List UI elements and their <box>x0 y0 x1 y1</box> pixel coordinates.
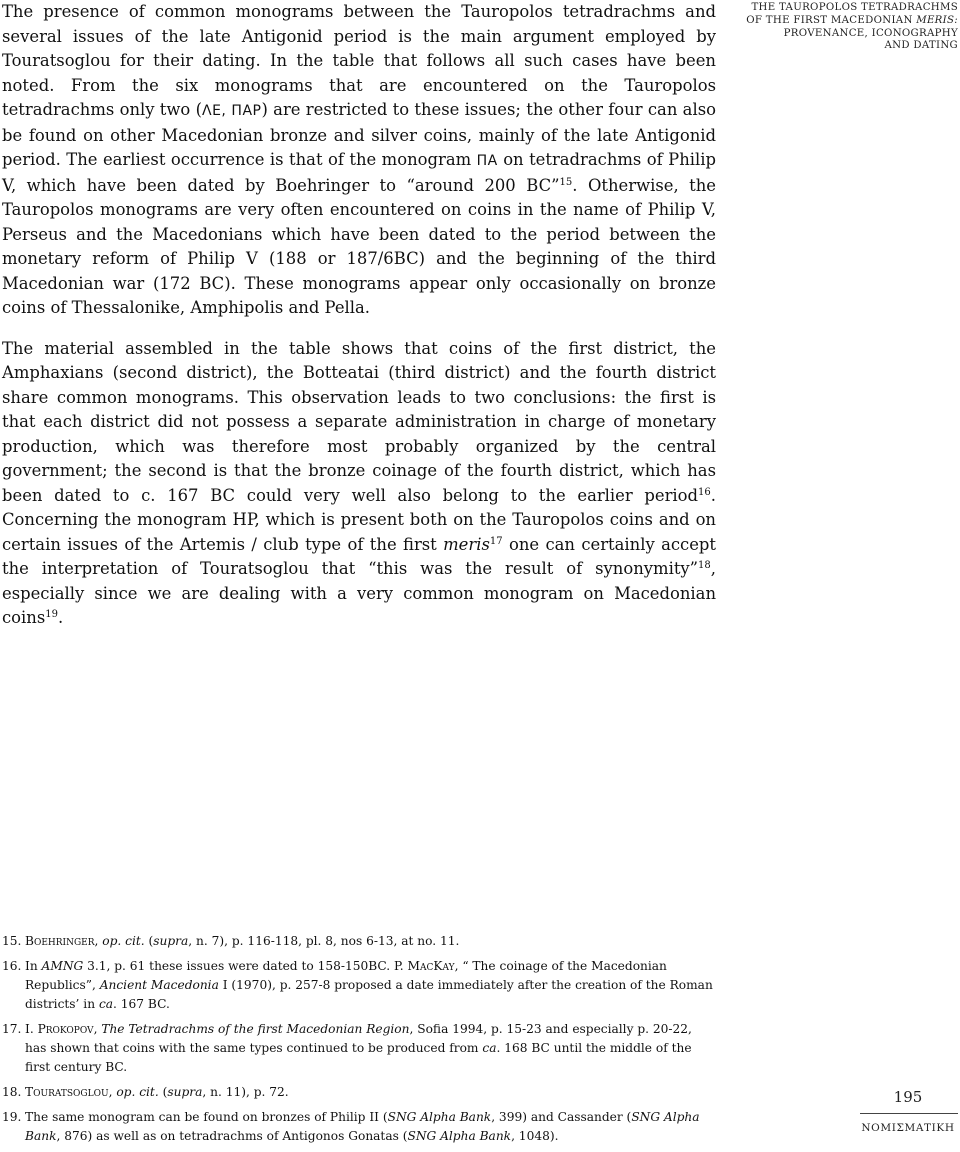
footnote-18: 18. Touratsoglou, op. cit. (supra, n. 11), p. 72. <box>2 1085 289 1099</box>
main-text <box>2 0 716 631</box>
footnote-19: 19. The same monogram can be found on bronzes of Philip II (SNG Alpha Bank, 399) and Cassander (SNG Alpha Bank, 876) as well as on tetradrachms of Antigonos Gonatas (SNG Alpha Bank, 1048). <box>2 1110 700 1143</box>
running-head-line: THE TAUROPOLOS TETRADRACHMS <box>751 2 958 13</box>
footnote-ref[interactable]: 16 <box>698 486 711 498</box>
monogram: ΠΑ <box>476 153 498 169</box>
footnote-ref[interactable]: 17 <box>489 535 503 547</box>
running-head-line: PROVENANCE, ICONOGRAPHY <box>783 27 958 39</box>
paragraph-1: The presence of common monograms between the Tauropolos tetradrachms and several issues of the late Antigonid period is the main argument employed by Touratsoglou for their dating. In the table that follows all such cases have been noted. From the six monograms that are encountered on the Tauropolos tetradrachms only two (ΛΕ, ΠΑΡ) are restricted to these issues; the other four can also be found on other Macedonian bronze and silver coins, mainly of the late Antigonid period. The earliest occurrence is that of the monogram ΠΑ on tetradrachms of Philip V, which have been dated by Boehringer to “around 200 BC”$^{15}$. Otherwise, the Tauropolos monograms are very often encountered on coins in the name of Philip V, Perseus and the Macedonians which have been dated to the period between the monetary reform of Philip V (188 or 187/6BC) and the beginning of the third Macedonian war (172 BC). These monograms appear only occasionally on bronze coins of Thessalonike, Amphipolis and Pella. <box>2 2 716 317</box>
footnote-15: 15. Boehringer, op. cit. (supra, n. 7), p. 116-118, pl. 8, nos 6-13, at no. 11. <box>2 934 460 948</box>
running-head <box>736 2 958 53</box>
footnote-ref[interactable]: 19 <box>45 609 58 620</box>
monogram: ΛΕ, ΠΑΡ <box>202 103 262 119</box>
footnote-17: 17. I. Prokopov, The Tetradrachms of the first Macedonian Region, Sofia 1994, p. 15-23 and especially p. 20-22, has shown that coins with the same types continued to be produced from ca. 168 BC until the middle of the first century BC. <box>2 1022 692 1074</box>
footnotes <box>2 932 716 1152</box>
journal-name: ΝΟΜΙΣΜΑΤΙΚΗ <box>861 1122 955 1134</box>
footnote-ref[interactable]: 15 <box>559 176 573 188</box>
page-number: 195 <box>893 1088 923 1106</box>
paragraph-2: The material assembled in the table shows that coins of the first district, the Amphaxians (second district), the Botteatai (third district) and the fourth district share common monograms. This observation leads to two conclusions: the first is that each district did not possess a separate administration in charge of monetary production, which was therefore most probably organized by the central government; the second is that the bronze coinage of the fourth district, which has been dated to c. 167 BC could very well also belong to the earlier period$^{16}$. Concerning the monogram HP, which is present both on the Tauropolos coins and on certain issues of the Artemis / club type of the first meris$^{17}$ one can certainly accept the interpretation of Touratsoglou that “this was the result of synonymity”$^{18}$, especially since we are dealing with a very common monogram on Macedonian coins$^{19}$. <box>2 338 716 627</box>
footnote-16: 16. In AMNG 3.1, p. 61 these issues were dated to 158-150BC. P. MacKay, “ The coinage of the Macedonian Republics”, Ancient Macedonia I (1970), p. 257-8 proposed a date immediately after the creation of the Roman districts’ in ca. 167 BC. <box>2 959 713 1011</box>
footer-divider <box>860 1113 958 1114</box>
running-head-line: OF THE FIRST MACEDONIAN MERIS: <box>746 14 958 26</box>
footnote-ref[interactable]: 18 <box>698 560 711 571</box>
running-head-line: AND DATING <box>884 40 958 52</box>
